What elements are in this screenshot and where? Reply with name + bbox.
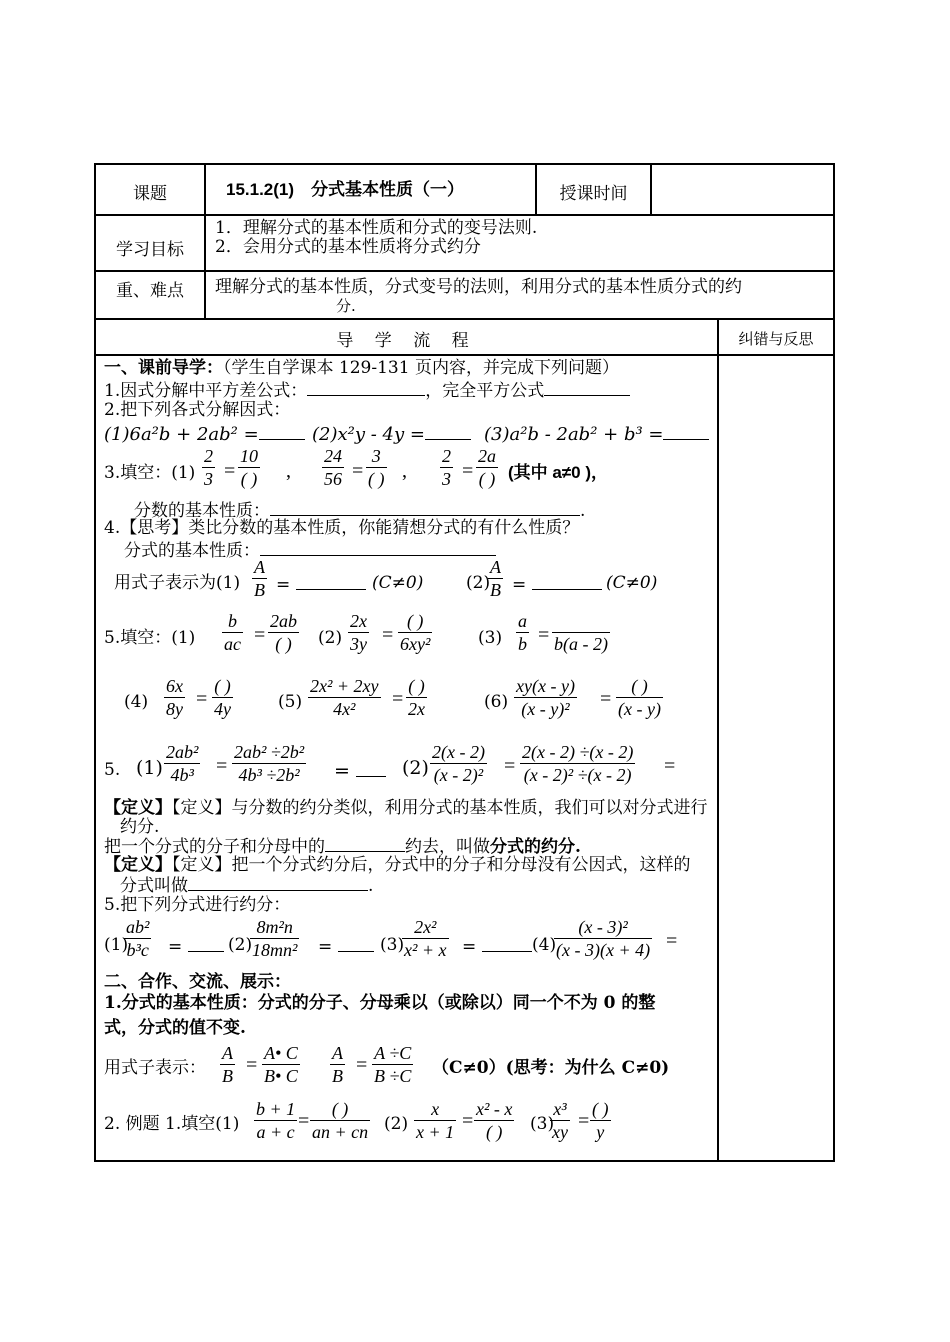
- q5b-eq: =: [334, 760, 386, 781]
- key-line-2: 分.: [336, 297, 356, 315]
- q2-expr-2: (2)x²y - 4y =: [312, 424, 425, 445]
- equals-sign: =: [462, 460, 474, 482]
- q4-blank-2[interactable]: [532, 573, 602, 590]
- equals-sign: =: [462, 1110, 474, 1132]
- q1-blank-2[interactable]: [544, 379, 630, 396]
- q5-2-label: (2): [318, 628, 343, 648]
- q4-frac-2: $\frac{A}{B}$: [490, 557, 501, 600]
- q5-frac-1a: $\frac{b}{ac}$: [224, 611, 241, 654]
- q5c-4-label: (4): [532, 935, 557, 955]
- goal-label: 学习目标: [116, 240, 184, 260]
- q5c-label: 5.把下列分式进行约分：: [104, 895, 291, 915]
- q5c-frac-2: $\frac{\text{8m²n}}{\text{18mn²}}$: [252, 917, 298, 960]
- goal-1: 1．理解分式的基本性质和分式的变号法则.: [215, 218, 538, 238]
- q5-frac-4a: $\frac{6x}{8y}$: [166, 676, 183, 719]
- definition-2-term: 分式的约分.: [490, 837, 581, 857]
- property-line-2: 式，分式的值不变.: [104, 1018, 246, 1038]
- comma: ,: [402, 460, 407, 482]
- q5b-2-label: (2): [402, 757, 429, 779]
- course-title: 15.1.2(1) 分式基本性质（一）: [226, 180, 465, 199]
- equals-sign: =: [196, 688, 208, 710]
- equals-sign: =: [352, 460, 364, 482]
- table-left-border: [94, 163, 96, 1162]
- q5c-2-label: (2): [228, 935, 253, 955]
- q4-eq-1: =: [276, 573, 366, 595]
- q5-frac-3b: b(a - 2): [552, 610, 610, 655]
- definition-1: [104, 798, 708, 818]
- definition-3-blank[interactable]: [188, 874, 368, 891]
- q2-expr-1: (1)6a²b + 2ab² =: [104, 424, 259, 445]
- q2-item-2: [312, 423, 471, 445]
- q3-property-label: 分数的基本性质：: [134, 501, 270, 521]
- reflect-label: 纠错与反思: [738, 330, 814, 348]
- q4-property-label: 分式的基本性质：: [124, 541, 260, 561]
- q4-line: 4.【思考】类比分数的基本性质，你能猜想分式的有什么性质？: [104, 518, 580, 538]
- equals-sign: =: [538, 624, 550, 646]
- example-label: 2. 例题 1.填空(1): [104, 1114, 240, 1134]
- equals-sign: =: [666, 930, 678, 952]
- q5b-blank[interactable]: [356, 760, 386, 777]
- q5b-frac-1a: $\frac{\text{2ab²}}{\text{4b³}}$: [166, 742, 199, 785]
- q2-blank-2[interactable]: [425, 423, 471, 440]
- equals-sign: =: [600, 688, 612, 710]
- q5-frac-6b: ( ) (x - y): [618, 676, 661, 719]
- q5b-frac-2b: $\frac{2(x - 2) \div(x - 2)}{\text{(x - 2)² ÷(x - 2)}}$: [522, 742, 634, 785]
- example-frac-1b: ( ) an + cn: [312, 1099, 369, 1142]
- definition-1-text: 【定义】与分数的约分类似，利用分式的基本性质，我们可以对分式进行: [172, 798, 708, 818]
- definition-3-text: 【定义】把一个分式约分后，分式中的分子和分母没有公因式，这样的: [172, 855, 691, 875]
- equals-sign: =: [664, 755, 676, 777]
- q5-frac-4b: ( ) 4y: [214, 676, 231, 719]
- q2-line: 2.把下列各式分解因式：: [104, 400, 291, 420]
- q2-item-1: [104, 423, 305, 445]
- q5b-frac-1b: $\frac{\text{2ab² ÷2b²}}{\text{4b³ ÷2b²}}$: [234, 742, 305, 785]
- q4-expr-label: 用式子表示为(1): [114, 573, 241, 593]
- q1-text-a: 1.因式分解中平方差公式：: [104, 381, 308, 401]
- definition-2-text-b: 约去，叫做: [405, 837, 490, 857]
- q2-item-3: [484, 423, 709, 445]
- property-frac-1b: $\frac{A• C}{B• C}$: [264, 1043, 298, 1086]
- equals-sign: =: [216, 755, 228, 777]
- equals-sign: =: [392, 688, 404, 710]
- q1-blank-1[interactable]: [307, 379, 425, 396]
- q3-frac-3a: $\frac{2}{3}$: [442, 446, 451, 489]
- q5-3-label: (3): [478, 628, 503, 648]
- example-3-label: (3): [530, 1114, 555, 1134]
- q4-property: [124, 539, 496, 561]
- property-frac-1a: $\frac{A}{B}$: [222, 1043, 233, 1086]
- q4-frac-1: $\frac{A}{B}$: [254, 557, 265, 600]
- q2-blank-3[interactable]: [663, 423, 709, 440]
- q5-frac-1b: 2ab ( ): [270, 611, 297, 654]
- q4-property-blank[interactable]: [260, 539, 496, 556]
- q4-expr-2-label: (2): [466, 573, 491, 593]
- q3-frac-1a: $\frac{2}{3}$: [204, 446, 213, 489]
- q5c-blank-1[interactable]: [188, 935, 224, 952]
- col-divider-reflect: [717, 318, 719, 1162]
- example-frac-2a: $\frac{x}{x + 1}$: [416, 1099, 455, 1142]
- equals-sign: =: [382, 624, 394, 646]
- row-divider-4: [94, 354, 835, 356]
- col-divider-time-value: [650, 163, 652, 216]
- property-line-1: 1.分式的基本性质：分式的分子、分母乘以（或除以）同一个不为 0 的整: [104, 993, 656, 1013]
- definition-3: [104, 855, 691, 875]
- q4-blank-1[interactable]: [296, 573, 366, 590]
- section-1-note: （学生自学课本 129-131 页内容，并完成下列问题）: [223, 358, 619, 378]
- q5-frac-6a: $\frac{xy(x - y)}{\text{(x - y)²}}$: [516, 676, 575, 719]
- equals-sign: =: [578, 1110, 590, 1132]
- example-2-label: (2): [384, 1114, 409, 1134]
- q2-blank-1[interactable]: [259, 423, 305, 440]
- q5-frac-5a: $\frac{\text{2x² + 2xy}}{\text{4x²}}$: [310, 676, 379, 719]
- definition-2: [104, 835, 581, 857]
- definition-tag: 【定义】: [104, 798, 172, 818]
- q5-4-label: (4): [124, 692, 149, 712]
- table-right-border: [833, 163, 835, 1162]
- q5b-frac-2a: $\frac{2(x - 2)}{\text{(x - 2)²}}$: [432, 742, 485, 785]
- q3-property-blank[interactable]: [270, 499, 580, 516]
- definition-2-blank[interactable]: [325, 835, 405, 852]
- q3-frac-1b: 10 ( ): [240, 446, 258, 489]
- col-divider-label: [204, 163, 206, 320]
- course-label: 课题: [133, 184, 167, 204]
- q5-frac-2b: ( ) 6xy²: [400, 611, 431, 654]
- q5c-frac-1: $\frac{\text{ab²}}{\text{b³c}}$: [126, 917, 150, 960]
- example-frac-1a: $\frac{b + 1}{a + c}$: [256, 1099, 296, 1142]
- q5c-1-label: (1): [104, 935, 129, 955]
- q5c-eq-1: =: [168, 935, 224, 957]
- q5c-blank-3[interactable]: [482, 935, 532, 952]
- section-1-heading: [104, 358, 619, 378]
- goal-2: 2．会用分式的基本性质将分式约分: [215, 237, 481, 257]
- equals-sign: =: [356, 1054, 368, 1076]
- property-condition: （C≠0）(思考：为什么 C≠0): [432, 1058, 670, 1078]
- q5c-eq-2: =: [318, 935, 374, 957]
- q5-label: 5.填空：(1): [104, 628, 196, 648]
- q3-label: 3.填空：(1): [104, 463, 196, 483]
- section-2-title: 二、合作、交流、展示：: [104, 972, 291, 992]
- definition-3-text-b: 分式叫做: [120, 876, 188, 896]
- q5-frac-5b: ( ) 2x: [408, 676, 425, 719]
- q5c-eq-3: =: [462, 935, 532, 957]
- table-bottom-border: [94, 1160, 835, 1162]
- q1-text-b: ，完全平方公式: [425, 381, 545, 401]
- example-frac-3a: $\frac{\text{x³}}{xy}$: [552, 1099, 568, 1142]
- definition-tag: 【定义】: [104, 855, 172, 875]
- q3-property: 分数的基本性质： .: [134, 501, 586, 521]
- q5c-frac-3: $\frac{\text{2x²}}{\text{x² + x}}$: [404, 917, 447, 960]
- q5c-blank-2[interactable]: [338, 935, 374, 952]
- q5-6-label: (6): [484, 692, 509, 712]
- q4-cond-1: (C≠0): [372, 573, 424, 593]
- q3-frac-3b: 2a ( ): [478, 446, 496, 489]
- equals-sign: =: [298, 1110, 310, 1132]
- q5b-label: 5.: [104, 760, 121, 780]
- time-label: 授课时间: [559, 184, 628, 204]
- q5-frac-2a: $\frac{2x}{3y}$: [350, 611, 367, 654]
- q4-eq-2: =: [512, 573, 602, 595]
- key-label: 重、难点: [116, 281, 184, 301]
- equals-sign: =: [224, 460, 236, 482]
- definition-1-line-2: 约分.: [120, 817, 160, 837]
- equals-sign: =: [504, 755, 516, 777]
- definition-2-text-a: 把一个分式的分子和分母中的: [104, 837, 325, 857]
- example-frac-2b: x² - x ( ): [476, 1099, 513, 1142]
- key-line-1: 理解分式的基本性质，分式变号的法则，利用分式的基本性质分式的约: [215, 277, 742, 297]
- property-frac-2b: $\frac{A \div C}{B \div C}$: [374, 1043, 412, 1086]
- q1-line: [104, 379, 630, 401]
- equals-sign: =: [254, 624, 266, 646]
- equals-sign: =: [246, 1054, 258, 1076]
- q5c-frac-4: $\frac{\text{(x - 3)²}}{(x - 3)(x + 4)}$: [556, 917, 651, 960]
- q5-5-label: (5): [278, 692, 303, 712]
- q2-expr-3: (3)a²b - 2ab² + b³ =: [484, 424, 664, 445]
- flow-title: 导 学 流 程: [336, 331, 477, 351]
- comma: ,: [286, 460, 291, 482]
- definition-3-line-2: 分式叫做 .: [120, 876, 374, 896]
- q5b-1-label: (1): [136, 757, 163, 779]
- property-expr-label: 用式子表示：: [104, 1058, 206, 1078]
- q3-condition: (其中 a≠0 )，: [508, 463, 609, 482]
- q4-cond-2: (C≠0): [606, 573, 658, 593]
- q5-frac-3a: $\frac{a}{b}$: [518, 611, 527, 654]
- q3-frac-2a: $\frac{24}{56}$: [324, 446, 342, 489]
- section-1-title: 一、课前导学：: [104, 358, 223, 378]
- property-frac-2a: $\frac{A}{B}$: [332, 1043, 343, 1086]
- q5c-3-label: (3): [380, 935, 405, 955]
- q3-frac-2b: 3 ( ): [368, 446, 385, 489]
- example-frac-3b: ( ) y: [592, 1099, 609, 1142]
